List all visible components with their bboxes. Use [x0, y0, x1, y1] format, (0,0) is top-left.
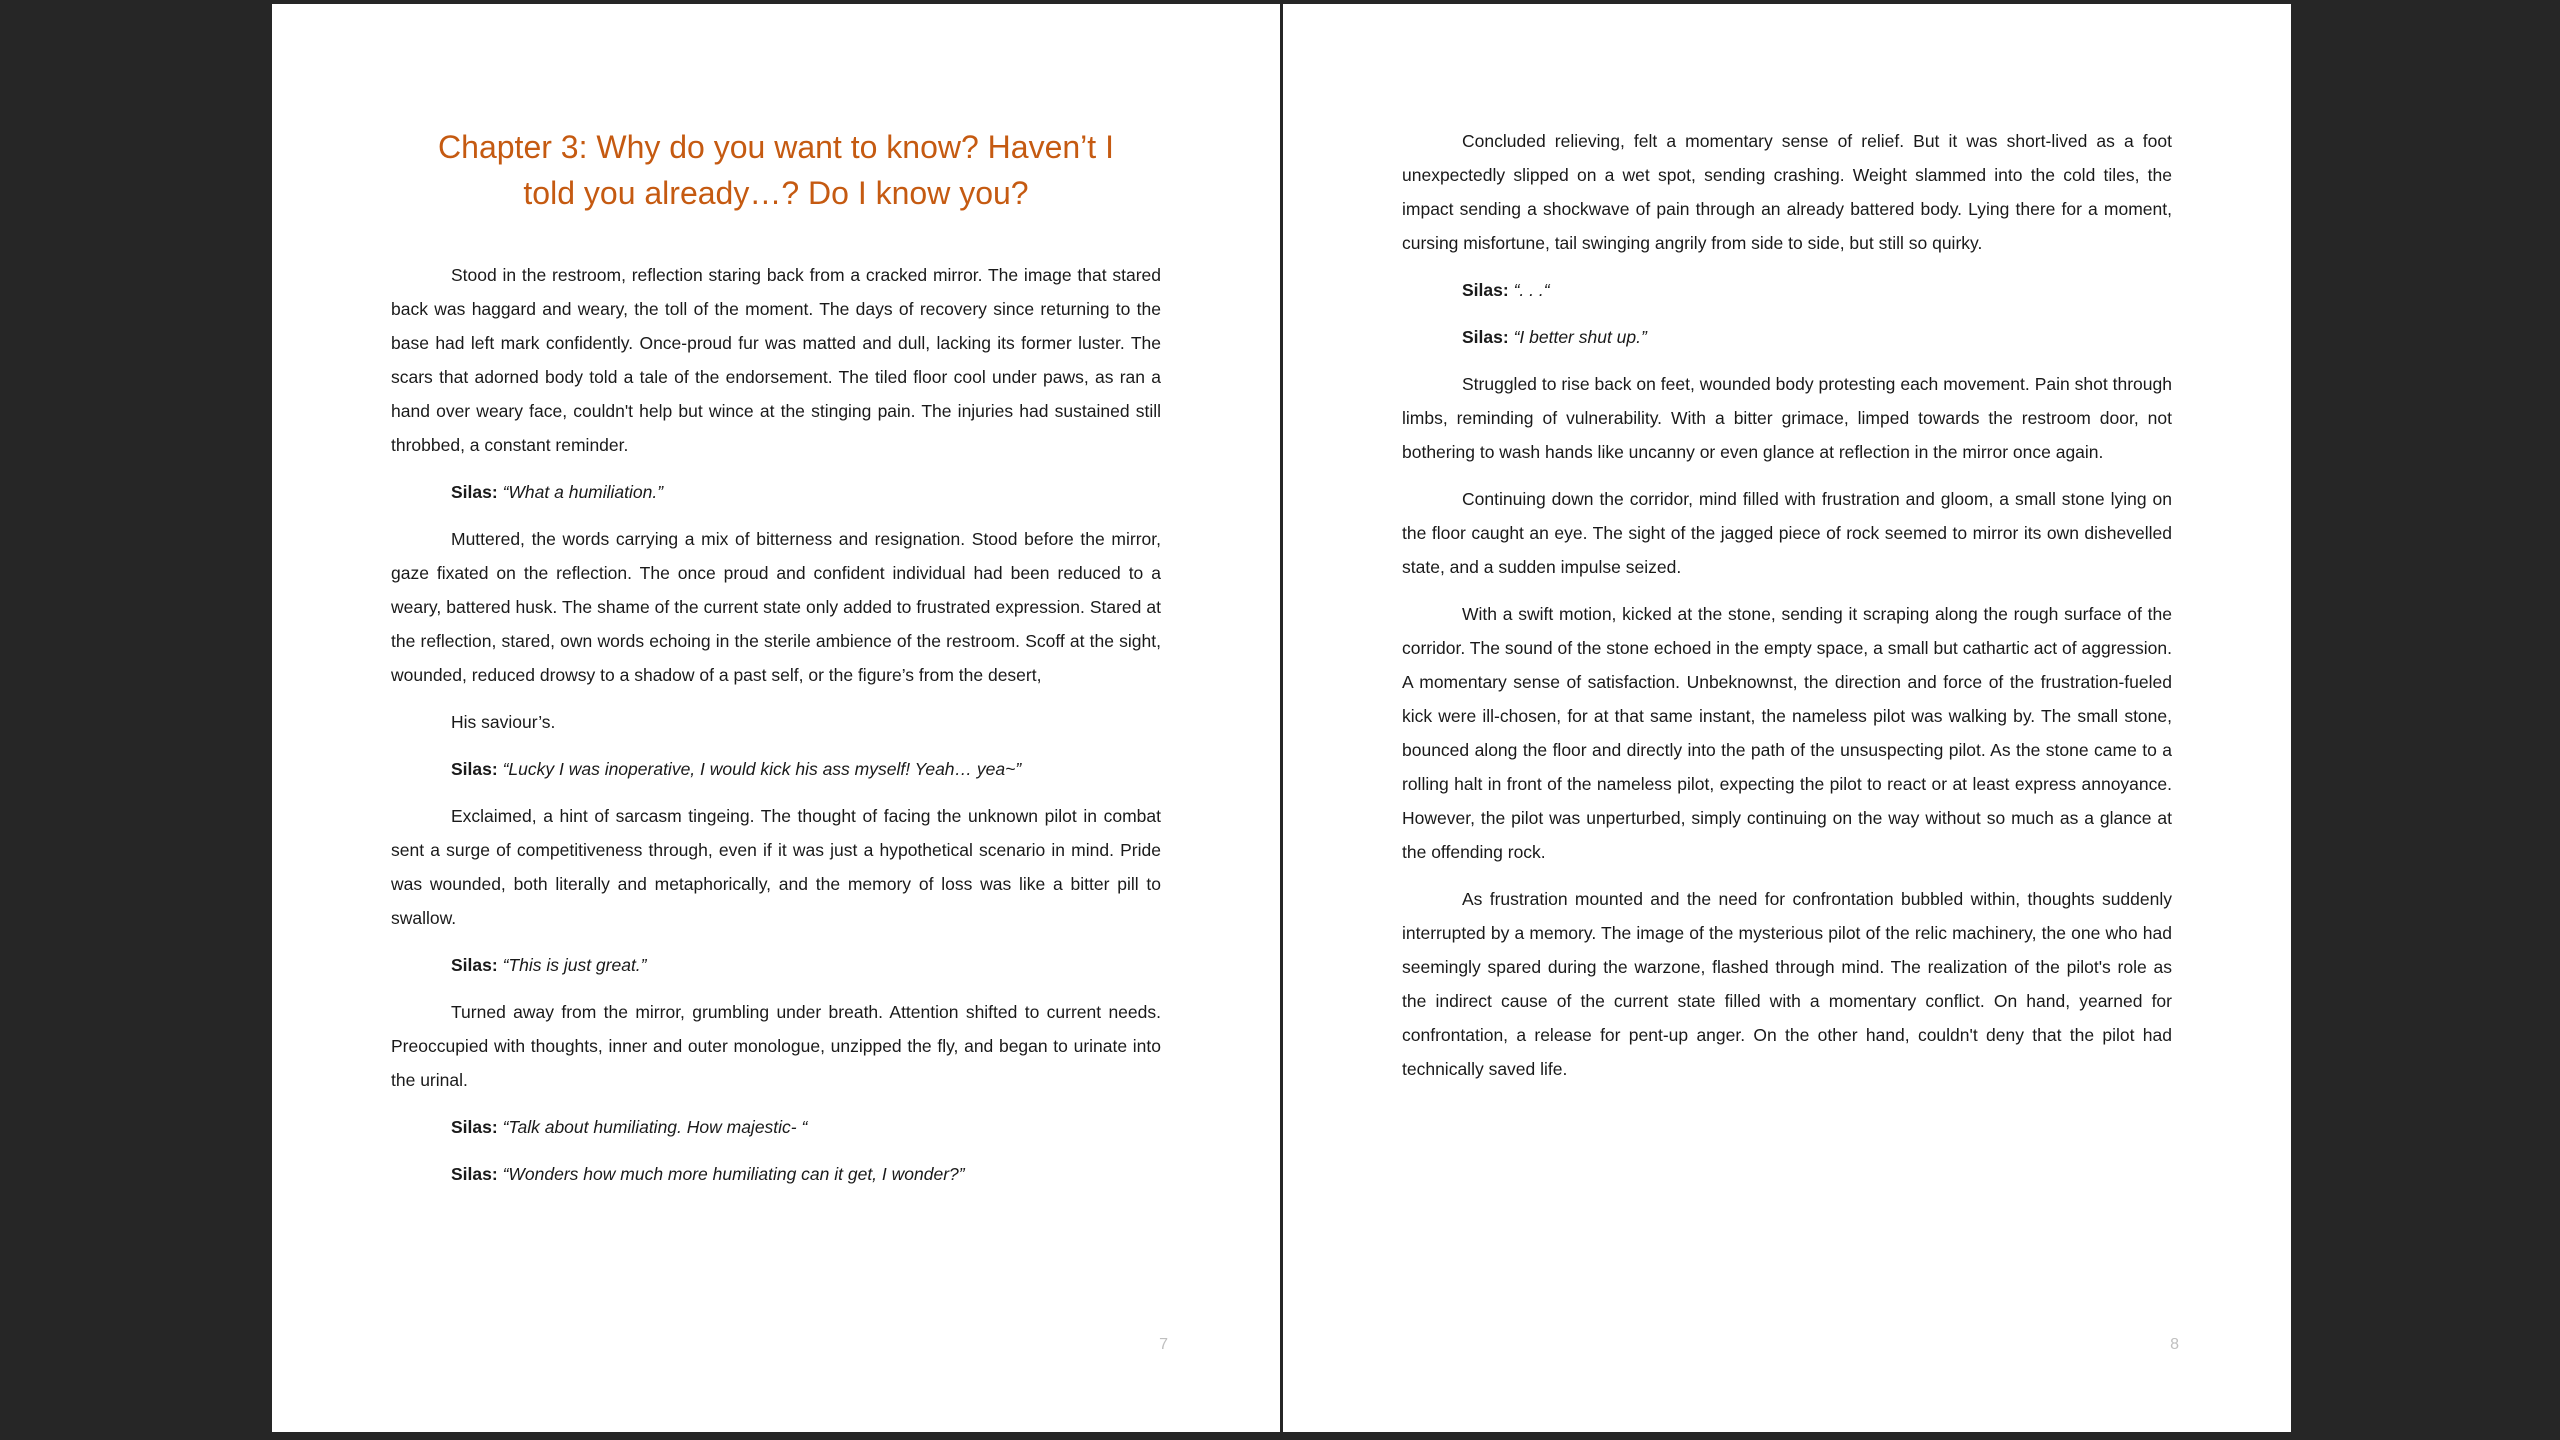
- speaker-name: Silas:: [1462, 327, 1509, 347]
- dialogue-text: “Talk about humiliating. How majestic- “: [502, 1117, 808, 1137]
- paragraph: Exclaimed, a hint of sarcasm tingeing. The thought of facing the unknown pilot in combat sent a surge of competitiveness through, even if it was just a hypothetical scenario in mind. Pride was wounded, both literally and metaphorically, and the memory of loss was like a bitter pill to swallow.: [391, 806, 1161, 928]
- paragraph: Stood in the restroom, reflection staring back from a cracked mirror. The image that stared back was haggard and weary, the toll of the moment. The days of recovery since returning to the base had left mark confidently. Once-proud fur was matted and dull, lacking its former luster. The scars that adorned body told a tale of the endorsement. The tiled floor cool under paws, as ran a hand over weary face, couldn't help but wince at the stinging pain. The injuries had sustained still throbbed, a constant reminder.: [391, 265, 1161, 455]
- dialogue-text: “What a humiliation.”: [502, 482, 664, 502]
- dialogue-line: [391, 948, 1161, 982]
- document-page-right: [1283, 4, 2291, 1432]
- paragraph: Muttered, the words carrying a mix of bitterness and resignation. Stood before the mirror, gaze fixated on the reflection. The once proud and confident individual had been reduced to a weary, battered husk. The shame of the current state only added to frustrated expression. Stared at the reflection, stared, own words echoing in the sterile ambience of the restroom. Scoff at the sight, wounded, reduced drowsy to a shadow of a past self, or the figure’s from the desert,: [391, 529, 1161, 685]
- paragraph: His saviour’s.: [451, 712, 556, 732]
- paragraph: Struggled to rise back on feet, wounded body protesting each movement. Pain shot through limbs, reminding of vulnerability. With a bitter grimace, limped towards the restroom door, not bothering to wash hands like uncanny or even glance at reflection in the mirror once again.: [1402, 374, 2172, 462]
- dialogue-text: “Wonders how much more humiliating can it get, I wonder?”: [502, 1164, 965, 1184]
- paragraph: As frustration mounted and the need for confrontation bubbled within, thoughts suddenly interrupted by a memory. The image of the mysterious pilot of the relic machinery, the one who had seemingly spared during the warzone, flashed through mind. The realization of the pilot's role as the indirect cause of the current state filled with a momentary conflict. On hand, yearned for confrontation, a release for pent-up anger. On the other hand, couldn't deny that the pilot had technically saved life.: [1402, 889, 2172, 1079]
- page-content: [1402, 124, 2172, 1099]
- dialogue-text: “I better shut up.”: [1513, 327, 1647, 347]
- dialogue-line: [1402, 273, 2172, 307]
- page-content: [391, 124, 1161, 1204]
- speaker-name: Silas:: [451, 955, 498, 975]
- paragraph: Concluded relieving, felt a momentary sense of relief. But it was short-lived as a foot unexpectedly slipped on a wet spot, sending crashing. Weight slammed into the cold tiles, the impact sending a shockwave of pain through an already battered body. Lying there for a moment, cursing misfortune, tail swinging angrily from side to side, but still so quirky.: [1402, 131, 2172, 253]
- chapter-title: Chapter 3: Why do you want to know? Haven’t I told you already…? Do I know you?: [438, 129, 1114, 211]
- paragraph: With a swift motion, kicked at the stone, sending it scraping along the rough surface of the corridor. The sound of the stone echoed in the empty space, a small but cathartic act of aggression. A momentary sense of satisfaction. Unbeknownst, the direction and force of the frustration-fueled kick were ill-chosen, for at that same instant, the nameless pilot was walking by. The small stone, bounced along the floor and directly into the path of the unsuspecting pilot. As the stone came to a rolling halt in front of the nameless pilot, expecting the pilot to react or at least express annoyance. However, the pilot was unperturbed, simply continuing on the way without so much as a glance at the offending rock.: [1402, 604, 2172, 862]
- dialogue-line: [391, 475, 1161, 509]
- document-page-left: [272, 4, 1280, 1432]
- speaker-name: Silas:: [451, 1164, 498, 1184]
- dialogue-line: [391, 1110, 1161, 1144]
- paragraph: Continuing down the corridor, mind filled with frustration and gloom, a small stone lying on the floor caught an eye. The sight of the jagged piece of rock seemed to mirror its own dishevelled state, and a sudden impulse seized.: [1402, 489, 2172, 577]
- speaker-name: Silas:: [1462, 280, 1509, 300]
- dialogue-text: “Lucky I was inoperative, I would kick his ass myself! Yeah… yea~”: [502, 759, 1022, 779]
- dialogue-line: [1402, 320, 2172, 354]
- speaker-name: Silas:: [451, 482, 498, 502]
- dialogue-line: [391, 752, 1161, 786]
- page-number: 7: [1159, 1336, 1168, 1353]
- paragraph: Turned away from the mirror, grumbling under breath. Attention shifted to current needs. Preoccupied with thoughts, inner and outer monologue, unzipped the fly, and began to urinate into the urinal.: [391, 1002, 1161, 1090]
- page-number: 8: [2170, 1336, 2179, 1353]
- dialogue-text: “This is just great.”: [502, 955, 647, 975]
- speaker-name: Silas:: [451, 759, 498, 779]
- dialogue-text: “. . .“: [1513, 280, 1550, 300]
- dialogue-line: [391, 1157, 1161, 1191]
- speaker-name: Silas:: [451, 1117, 498, 1137]
